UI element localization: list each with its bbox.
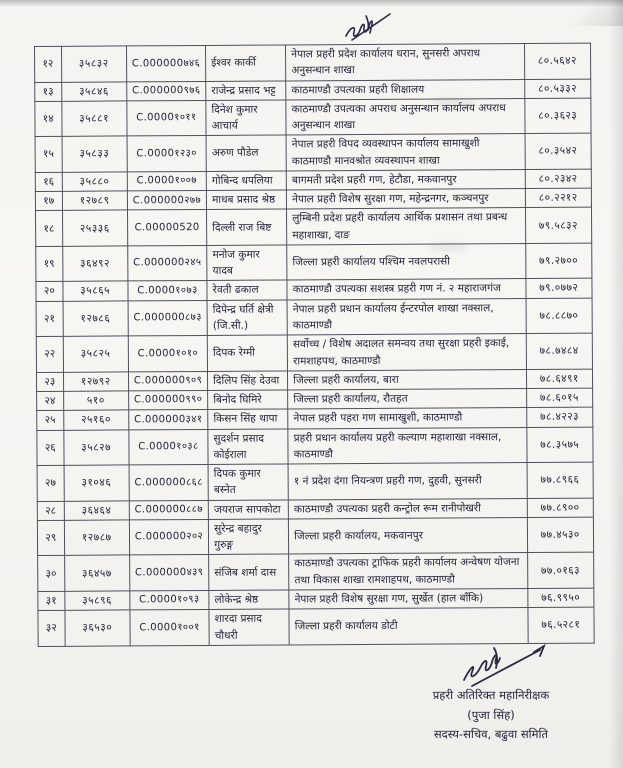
cell-code_no: C.0000१०११ bbox=[127, 100, 207, 136]
cell-sn: १३ bbox=[35, 82, 62, 101]
cell-reg_no: १२७८९ bbox=[62, 191, 127, 211]
cell-score: ७८.४२२३ bbox=[526, 407, 593, 427]
cell-sn: २८ bbox=[37, 501, 64, 520]
cell-office: जिल्ला प्रहरी कार्यालय पश्चिम नवलपरासी bbox=[287, 243, 526, 280]
cell-reg_no: ३६४९२ bbox=[62, 246, 127, 282]
cell-reg_no: १२७८६ bbox=[63, 301, 128, 337]
cell-code_no: C.000000९७६ bbox=[127, 81, 206, 101]
signatory-name: (पुजा सिंह) bbox=[467, 707, 515, 722]
cell-code_no: C.0000१००१ bbox=[130, 610, 210, 646]
cell-code_no: C.0000१२३० bbox=[127, 136, 207, 172]
cell-code_no: C.0000१०१० bbox=[128, 336, 208, 372]
cell-reg_no: ३५८९६ bbox=[64, 591, 129, 611]
cell-reg_no: ३५८४६ bbox=[61, 81, 126, 101]
cell-name: दिपक कुमार बस्नेत bbox=[208, 464, 288, 500]
cell-reg_no: ३५८३३ bbox=[62, 136, 127, 172]
cell-sn: १८ bbox=[36, 211, 63, 247]
cell-code_no: C.000000७४६ bbox=[126, 45, 206, 81]
cell-score: ७८.८८७० bbox=[526, 298, 593, 334]
cell-reg_no: २५१६० bbox=[63, 410, 128, 430]
cell-sn: २६ bbox=[37, 430, 64, 466]
cell-office: लुम्बिनी प्रदेश प्रहरी कार्यालय आर्थिक प्रशासन तथा प्रबन्ध महाशाखा, दाङ bbox=[287, 208, 526, 245]
handwritten-initials-mark-icon bbox=[332, 6, 408, 48]
cell-code_no: C.000000९०९ bbox=[128, 371, 207, 391]
cell-score: ७८.३५७५ bbox=[526, 427, 593, 463]
cell-name: दिपेन्द्र घर्ति क्षेत्री (जि.सी.) bbox=[207, 300, 287, 336]
promotion-roster-table bbox=[34, 43, 595, 647]
cell-score: ७६.९९५० bbox=[527, 588, 594, 608]
cell-code_no: C.000000८८७ bbox=[129, 500, 208, 520]
cell-score: ८०.२३४२ bbox=[525, 169, 592, 189]
cell-code_no: C.0000१०३८ bbox=[129, 429, 209, 465]
table-row bbox=[36, 207, 592, 246]
cell-office: बागमती प्रदेश प्रहरी गण, हेटौडा, मकवानपुर bbox=[286, 169, 524, 190]
cell-reg_no: ३६४५७ bbox=[64, 555, 129, 591]
roster-table-body bbox=[35, 43, 595, 646]
cell-score: ७७.८९०० bbox=[527, 498, 594, 518]
cell-office: जिल्ला प्रहरी कार्यालय डोटी bbox=[289, 608, 528, 645]
cell-office: नेपाल प्रहरी प्रदेश कार्यालय धरान, सुनसरी अपराध अनुसन्धान शाखा bbox=[286, 44, 525, 81]
cell-sn: २४ bbox=[37, 391, 64, 410]
table-row bbox=[37, 517, 593, 556]
cell-score: ७६.५२८१ bbox=[527, 607, 594, 643]
cell-score: ८०.५३३२ bbox=[524, 79, 591, 99]
cell-name: जयराज सापकोटा bbox=[208, 500, 288, 520]
cell-score: ७८.६०१५ bbox=[526, 388, 593, 408]
cell-score: ७७.४५३० bbox=[527, 517, 594, 553]
cell-name: ईश्वर कार्की bbox=[206, 45, 286, 81]
cell-sn: १२ bbox=[35, 46, 62, 82]
cell-score: ७९.५८३२ bbox=[525, 207, 592, 243]
cell-score: ८०.५६४२ bbox=[524, 43, 591, 79]
table-row bbox=[36, 243, 592, 282]
signature-scribble-icon bbox=[442, 640, 562, 692]
cell-score: ७७.०१६३ bbox=[527, 553, 594, 589]
cell-office: सर्वोच्च / विशेष अदालत समन्वय तथा सुरक्षा प्रहरी इकाई, रामशाहपथ, काठमाण्डौ bbox=[287, 334, 526, 371]
cell-score: ८०.२२१२ bbox=[525, 188, 592, 208]
cell-score: ७७.८९६६ bbox=[527, 462, 594, 498]
cell-sn: १५ bbox=[35, 137, 62, 173]
cell-name: सुदर्शन प्रसाद कोईराला bbox=[208, 429, 288, 465]
cell-score: ८०.३६२३ bbox=[524, 98, 591, 134]
cell-name: किसन सिंह थापा bbox=[208, 409, 288, 429]
cell-name: दिपक रेग्मी bbox=[207, 335, 287, 371]
cell-office: १ नं प्रदेश दंगा नियन्त्रण प्रहरी गण, दुहवी, सुनसरी bbox=[288, 463, 527, 500]
table-row bbox=[35, 43, 591, 82]
cell-name: संजिब शर्मा दास bbox=[209, 554, 289, 590]
cell-name: सुरेन्द्र बहादुर गुरुङ्ग bbox=[209, 519, 289, 555]
cell-name: दिलिप सिंह देउवा bbox=[208, 371, 288, 391]
cell-sn: १९ bbox=[36, 246, 63, 282]
cell-sn: २१ bbox=[36, 301, 63, 337]
scan-edge-shadow bbox=[609, 0, 623, 768]
table-row bbox=[36, 333, 592, 372]
cell-code_no: C.000000८६८ bbox=[129, 465, 209, 501]
table-row bbox=[37, 462, 593, 501]
cell-office: काठमाण्डौ उपत्यका सशस्त्र प्रहरी गण नं. २ महाराजगंज bbox=[287, 279, 525, 300]
cell-code_no: C.0000१०७३ bbox=[128, 281, 207, 301]
cell-name: मनोज कुमार यादब bbox=[207, 245, 287, 281]
signatory-committee-role: सदस्य-सचिव, बढुवा समिति bbox=[433, 727, 549, 742]
cell-office: नेपाल प्रहरी विपद व्यवस्थापन कार्यालय सामाखुशी काठमाण्डौ मानवश्रोत व्यवस्थापन शाखा bbox=[286, 134, 525, 171]
cell-office: नेपाल प्रहरी विशेष सुरक्षा गण, महेन्द्रनगर, कञ्चनपुर bbox=[287, 189, 525, 210]
cell-score: ८०.३५४२ bbox=[525, 133, 592, 169]
cell-reg_no: ३६५३० bbox=[65, 610, 130, 646]
cell-office: नेपाल प्रहरी पहरा गण सामाखुशी, काठमाण्डौ bbox=[288, 408, 526, 429]
signature-block bbox=[372, 640, 610, 745]
cell-score: ७८.७४८४ bbox=[526, 333, 593, 369]
cell-office: जिल्ला प्रहरी कार्यालय, रौतहत bbox=[288, 389, 526, 410]
cell-code_no: C.000000२४५ bbox=[128, 245, 208, 281]
cell-sn: २५ bbox=[37, 411, 64, 430]
cell-score: ७८.६४९१ bbox=[526, 369, 593, 389]
cell-sn: २० bbox=[36, 282, 63, 301]
cell-office: काठमाण्डौ उपत्यका ट्राफिक प्रहरी कार्यालय अन्वेषण योजना तथा विकास शाखा रामशाहपथ, काठमाण्डौ bbox=[289, 553, 528, 590]
cell-sn: ३० bbox=[38, 556, 65, 592]
cell-score: ७९.२७०० bbox=[525, 243, 592, 279]
cell-sn: १४ bbox=[35, 101, 62, 137]
cell-reg_no: ३१०४६ bbox=[64, 465, 129, 501]
cell-name: माधब प्रसाद श्रेष्ठ bbox=[207, 190, 287, 210]
cell-name: राजेन्द्र प्रसाद भट्ट bbox=[206, 80, 286, 100]
cell-office: काठमाण्डौ उपत्यका अपराध अनुसन्धान कार्यालय अपराध अनुसन्धान शाखा bbox=[286, 98, 525, 135]
cell-code_no: C.000000४३९ bbox=[129, 555, 209, 591]
cell-office: प्रहरी प्रधान कार्यालय प्रहरी कल्याण महाशाखा नक्साल, काठमाण्डौ bbox=[288, 427, 527, 464]
table-row bbox=[35, 98, 591, 137]
cell-code_no: C.0000१०९३ bbox=[130, 590, 209, 610]
cell-reg_no: १२७९२ bbox=[63, 372, 128, 392]
cell-code_no: C.000000२७७ bbox=[127, 191, 206, 211]
cell-office: जिल्ला प्रहरी कार्यालय, बारा bbox=[288, 369, 526, 390]
cell-office: नेपाल प्रहरी विशेष सुरक्षा गण, सुर्खेत (हाल बाँकि) bbox=[289, 588, 527, 609]
cell-code_no: C.000000२०२ bbox=[129, 519, 209, 555]
cell-reg_no: १२७८७ bbox=[64, 520, 129, 556]
scan-corner-shadow bbox=[503, 0, 623, 26]
cell-name: दिल्ली राज बिष्ट bbox=[207, 209, 287, 245]
cell-reg_no: ५१० bbox=[63, 391, 128, 411]
cell-code_no: C.000000९९० bbox=[128, 390, 207, 410]
cell-office: काठमाण्डौ उपत्यका प्रहरी कन्ट्रोल रूम रानीपोखरी bbox=[288, 498, 526, 519]
cell-reg_no: ३५८३२ bbox=[61, 46, 126, 82]
signatory-designation: प्रहरी अतिरिक्त महानिरीक्षक bbox=[432, 688, 550, 702]
cell-code_no: C.000000८७३ bbox=[128, 300, 208, 336]
cell-code_no: C.000000३४१ bbox=[129, 410, 208, 430]
cell-office: नेपाल प्रहरी प्रधान कार्यालय ईन्टरपोल शाखा नक्साल, काठमाण्डौ bbox=[287, 298, 526, 335]
cell-name: दिनेश कुमार आचार्य bbox=[206, 100, 286, 136]
cell-sn: ३१ bbox=[38, 591, 65, 610]
cell-office: जिल्ला प्रहरी कार्यालय, मकवानपुर bbox=[289, 517, 528, 554]
cell-reg_no: ३५८२५ bbox=[63, 336, 128, 372]
cell-sn: ३२ bbox=[38, 611, 65, 647]
cell-sn: २९ bbox=[37, 520, 64, 556]
cell-sn: २२ bbox=[36, 337, 63, 373]
cell-office: काठमाण्डौ उपत्यका प्रहरी शिक्षालय bbox=[286, 79, 524, 100]
cell-reg_no: ३५८६५ bbox=[63, 281, 128, 301]
cell-code_no: C.00000520 bbox=[127, 210, 207, 246]
cell-reg_no: ३६४६४ bbox=[64, 501, 129, 521]
cell-name: रेवती ढकाल bbox=[207, 280, 287, 300]
cell-reg_no: ३५८८० bbox=[62, 172, 127, 192]
cell-sn: १७ bbox=[35, 191, 62, 210]
cell-sn: १६ bbox=[35, 172, 62, 191]
cell-name: शारदा प्रसाद चौधरी bbox=[209, 609, 289, 645]
table-row bbox=[38, 553, 594, 592]
cell-score: ७९.०७७२ bbox=[525, 279, 592, 299]
cell-name: अरुण पौडेल bbox=[206, 135, 286, 171]
table-row bbox=[37, 427, 593, 466]
cell-name: लोकेन्द्र श्रेष्ठ bbox=[209, 590, 289, 610]
cell-reg_no: ३५८२७ bbox=[63, 430, 128, 466]
cell-code_no: C.0000१००७ bbox=[127, 171, 206, 191]
cell-sn: २७ bbox=[37, 465, 64, 501]
cell-reg_no: ३५८८१ bbox=[61, 101, 126, 137]
table-row bbox=[35, 133, 591, 172]
cell-name: बिनोद घिमिरे bbox=[208, 390, 288, 410]
table-row bbox=[36, 298, 592, 337]
cell-sn: २३ bbox=[36, 372, 63, 391]
cell-reg_no: २५३३६ bbox=[62, 210, 127, 246]
cell-name: गोबिन्द धपलिया bbox=[206, 171, 286, 191]
